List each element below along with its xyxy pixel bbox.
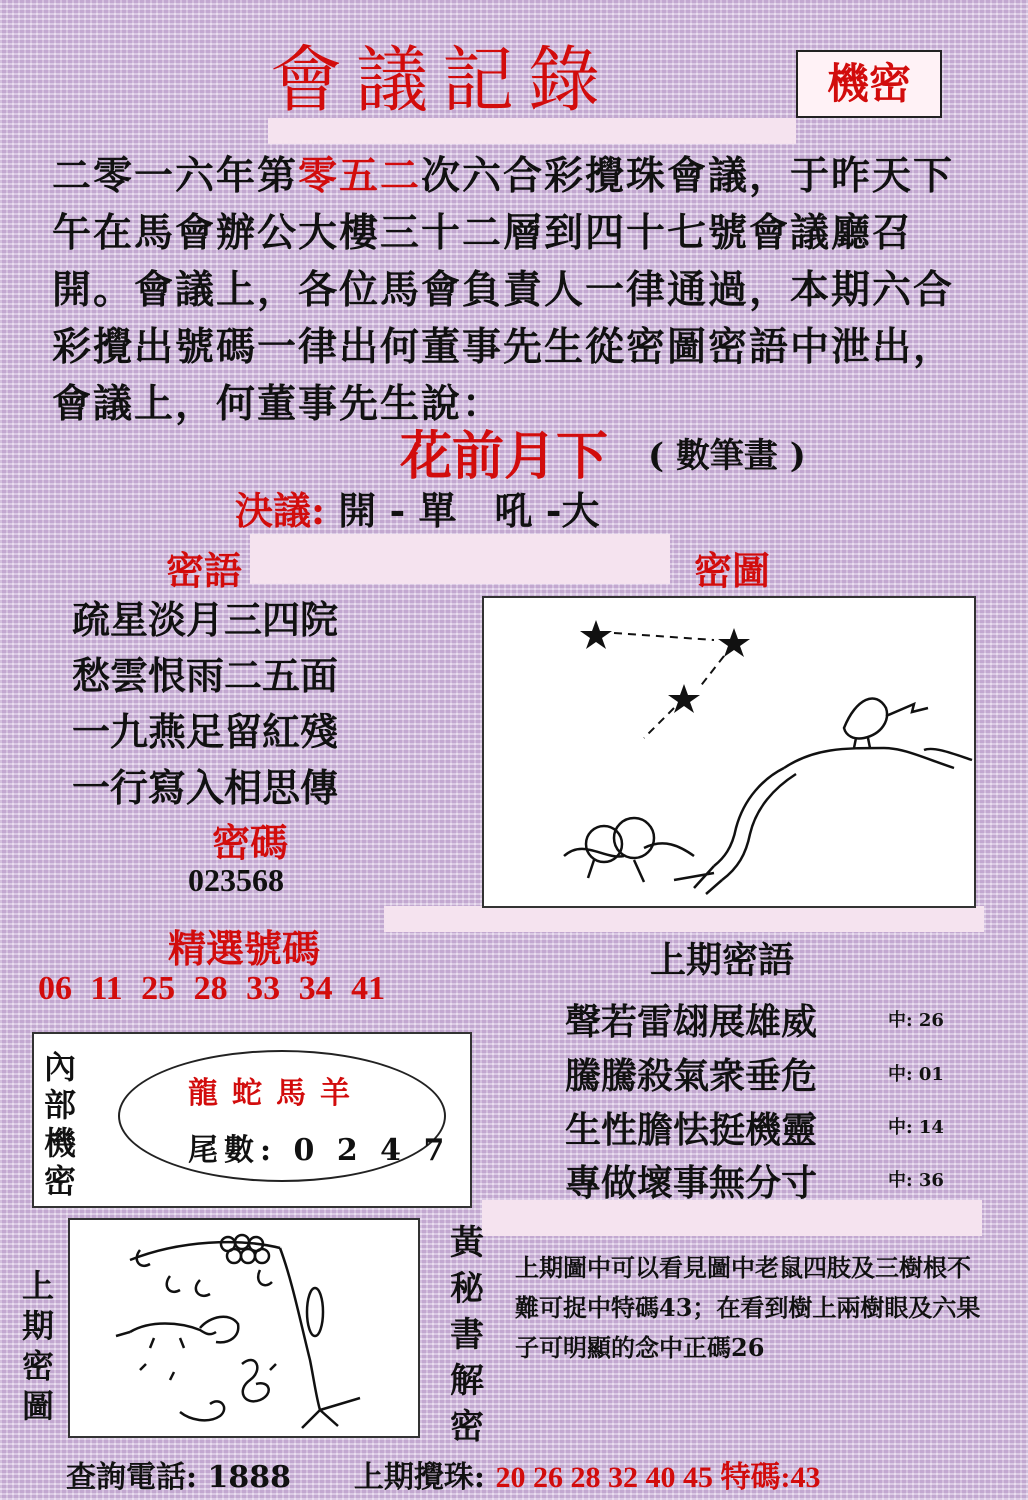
highlight-band — [250, 534, 670, 584]
tail-digits: 尾數: 0 2 4 7 — [188, 1133, 451, 1168]
last-words-hit: 中: 36 — [888, 1170, 944, 1191]
meeting-intro — [52, 148, 992, 433]
last-picture — [68, 1218, 420, 1438]
intro-part1: 二零一六年第 — [52, 153, 299, 199]
internal-secret-label: 內部機密 — [44, 1048, 77, 1200]
last-draw-label: 上期攪珠: — [353, 1460, 485, 1495]
stars-bird-branch-illustration — [484, 598, 974, 906]
last-words-line: 聲若雷翃展雄威 — [565, 1001, 818, 1043]
tree-rat-snake-illustration — [70, 1220, 418, 1436]
secret-words-heading: 密語 — [166, 548, 243, 593]
last-words-line: 專做壞事無分寸 — [565, 1162, 818, 1204]
key-phrase: 花前月下 — [400, 426, 609, 487]
intro-part2: 次六合彩攪珠會議，于昨天下午在馬會辦公大樓三十二層到四十七號會議廳召開。會議上，各位馬會負責人一律通過，本期六合彩攪出號碼一律出何董事先生從密圖密語中泄出，會議上，何董事先生說： — [52, 153, 955, 427]
confidential-badge: 機密 — [796, 50, 942, 118]
poem-line: 一行寫入相思傳 — [72, 765, 339, 810]
secret-picture-heading: 密圖 — [694, 548, 771, 593]
poem-line: 愁雲恨雨二五面 — [72, 653, 339, 698]
last-draw-numbers: 20 26 28 32 40 45 特碼:43 — [495, 1461, 821, 1494]
last-words-hit: 中: 26 — [888, 1010, 944, 1031]
secretary-label: 黃秘書解密 — [450, 1223, 484, 1447]
last-words-line: 騰騰殺氣衆垂危 — [565, 1055, 818, 1097]
secret-code-value: 023568 — [188, 862, 284, 898]
poem-line: 一九燕足留紅殘 — [72, 709, 339, 754]
star-icon — [718, 628, 750, 657]
poem-line: 疏星淡月三四院 — [72, 597, 339, 642]
last-picture-label: 上期密圖 — [22, 1267, 55, 1425]
secret-picture — [482, 596, 976, 908]
star-icon — [580, 620, 612, 649]
last-words-hit: 中: 01 — [888, 1064, 944, 1085]
resolution-value: 開 - 單 吼 -大 — [325, 488, 600, 533]
secret-words-poem — [72, 592, 338, 816]
phone-info: 查詢電話: 1888 — [66, 1460, 292, 1495]
last-words-hit: 中: 14 — [888, 1117, 944, 1138]
secretary-explanation: 上期圖中可以看見圖中老鼠四肢及三樹根不難可捉中特碼43；在看到樹上兩樹眼及六果子可明顯的念中正碼26 — [515, 1253, 981, 1362]
resolution — [235, 480, 600, 535]
key-phrase-note: ( 數筆畫 ) — [648, 436, 806, 476]
zodiac-picks: 龍蛇馬羊 — [188, 1076, 364, 1111]
issue-number: 零五二 — [298, 153, 422, 199]
last-words-line: 生性膽怯挺機靈 — [565, 1109, 818, 1151]
selected-numbers: 06 11 25 28 33 34 41 — [38, 970, 386, 1007]
footer — [66, 1452, 820, 1496]
page-title: 會議記錄 — [270, 38, 615, 122]
last-words-heading: 上期密語 — [650, 939, 795, 981]
selected-numbers-heading: 精選號碼 — [168, 926, 321, 971]
resolution-label: 決議: — [235, 488, 326, 533]
secret-code-heading: 密碼 — [212, 820, 289, 865]
